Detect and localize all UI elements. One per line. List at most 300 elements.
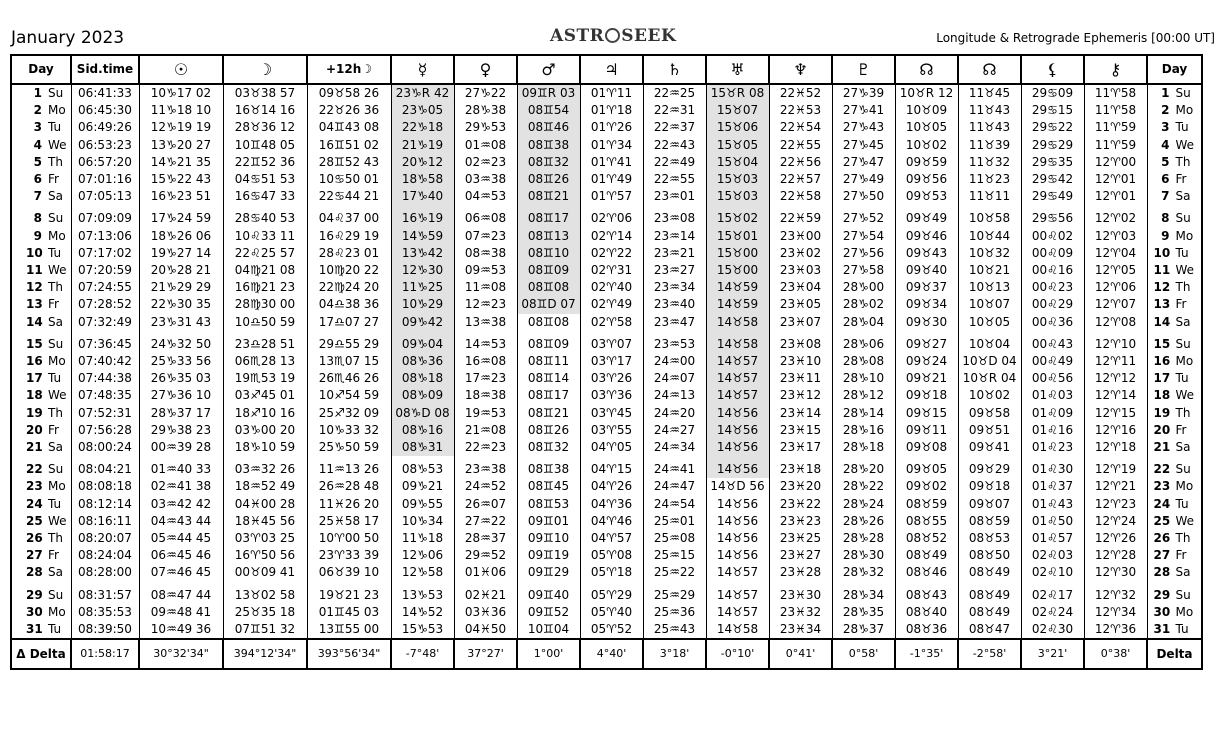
col-mean-node-cell: 09♉21 <box>895 370 958 387</box>
col-sun-header: ☉ <box>139 55 223 84</box>
col-venus-cell: 27♒22 <box>454 513 517 530</box>
col-sidtime-cell: 08:31:57 <box>71 587 139 604</box>
col-neptune-cell: 23♓32 <box>769 604 832 621</box>
col-jupiter-cell: 01♈34 <box>580 137 643 154</box>
col-moon-12h-cell: 04♊43 08 <box>307 119 391 136</box>
col-pluto-cell: 28♑20 <box>832 461 895 478</box>
col-moon-cell: 03♐45 01 <box>223 387 307 404</box>
day-number: 5 <box>1161 154 1170 169</box>
col-true-node-cell: 10♉R 04 <box>958 370 1021 387</box>
col-sun-cell: 27♑36 10 <box>139 387 223 404</box>
col-moon-12h-cell: 25♐32 09 <box>307 405 391 422</box>
col-neptune-cell: 23♓22 <box>769 496 832 513</box>
weekday-label: Su <box>48 587 64 602</box>
col-sun-cell: 04♒43 44 <box>139 513 223 530</box>
col-day-cell <box>11 119 71 136</box>
col-venus-cell: 02♓21 <box>454 587 517 604</box>
col-neptune-cell: 22♓59 <box>769 210 832 227</box>
col-moon-header: ☽ <box>223 55 307 84</box>
col-day-cell <box>11 210 71 227</box>
day-number: 30 <box>26 604 43 619</box>
col-true-node-cell: 09♉41 <box>958 439 1021 456</box>
col-jupiter-cell: 05♈40 <box>580 604 643 621</box>
col-sun-cell: 14♑21 35 <box>139 154 223 171</box>
table-row <box>11 353 1202 370</box>
col-moon-cell: 03♒32 26 <box>223 461 307 478</box>
col-neptune-cell: 23♓08 <box>769 336 832 353</box>
col-neptune-cell: 23♓17 <box>769 439 832 456</box>
col-mercury-cell: 09♑42 <box>391 314 454 331</box>
col-saturn-cell: 22♒25 <box>643 84 706 102</box>
weekday-label: Fr <box>48 172 59 187</box>
col-mercury-cell: 22♑18 <box>391 119 454 136</box>
col-uranus-cell: 14♉56 <box>706 461 769 478</box>
col-chiron-cell: 12♈18 <box>1084 439 1147 456</box>
col-sidtime-cell: 07:01:16 <box>71 171 139 188</box>
col-moon-cell: 04♍21 08 <box>223 262 307 279</box>
col-chiron-cell: 12♈15 <box>1084 405 1147 422</box>
col-sun-cell: 01♒40 33 <box>139 461 223 478</box>
col-moon-cell: 18♒52 49 <box>223 478 307 495</box>
col-moon-12h-cell: 04♎38 36 <box>307 296 391 313</box>
col-uranus-cell: 14♉57 <box>706 353 769 370</box>
col-true-node-cell: 11♉32 <box>958 154 1021 171</box>
table-row <box>11 405 1202 422</box>
col-jupiter-cell: 03♈26 <box>580 370 643 387</box>
col-jupiter-cell: 05♈29 <box>580 587 643 604</box>
col-mars-cell: 08♊32 <box>517 439 580 456</box>
col-mars-cell: 08♊53 <box>517 496 580 513</box>
weekday-label: We <box>1175 513 1195 528</box>
col-sun-cell: 17♑24 59 <box>139 210 223 227</box>
day-number: 15 <box>1153 336 1171 351</box>
weekday-label: Tu <box>48 371 62 386</box>
col-day-cell <box>11 387 71 404</box>
col-lilith-cell: 29♋09 <box>1021 84 1084 102</box>
col-jupiter-cell: 01♈41 <box>580 154 643 171</box>
col-sun-cell: 10♒49 36 <box>139 621 223 639</box>
col-uranus-cell: 14♉57 <box>706 604 769 621</box>
weekday-label: Fr <box>1175 297 1187 312</box>
col-jupiter-cell: 04♈46 <box>580 513 643 530</box>
col-day-right-cell <box>1147 405 1202 422</box>
weekday-label: Mo <box>48 354 66 369</box>
weekday-label: We <box>48 513 67 528</box>
col-saturn-delta: 3°18' <box>643 639 706 669</box>
col-uranus-cell: 14♉56 <box>706 496 769 513</box>
col-day-right-cell <box>1147 478 1202 495</box>
col-neptune-cell: 22♓55 <box>769 137 832 154</box>
day-number: 14 <box>26 314 43 329</box>
col-mean-node-cell: 08♉55 <box>895 513 958 530</box>
day-number: 10 <box>26 245 43 260</box>
col-true-node-cell: 10♉04 <box>958 336 1021 353</box>
table-body <box>11 84 1202 639</box>
col-mercury-cell: 11♑25 <box>391 279 454 296</box>
weekday-label: Th <box>48 280 63 295</box>
col-sidtime-cell: 06:41:33 <box>71 84 139 102</box>
col-jupiter-cell: 04♈15 <box>580 461 643 478</box>
col-sun-cell: 23♑31 43 <box>139 314 223 331</box>
col-chiron-cell: 12♈01 <box>1084 188 1147 205</box>
col-neptune-cell: 23♓34 <box>769 621 832 639</box>
col-mean-node-cell: 08♉59 <box>895 496 958 513</box>
weekday-label: Sa <box>48 314 63 329</box>
col-uranus-cell: 14♉D 56 <box>706 478 769 495</box>
col-jupiter-cell: 03♈36 <box>580 387 643 404</box>
col-pluto-cell: 27♑45 <box>832 137 895 154</box>
col-mercury-cell: 08♑09 <box>391 387 454 404</box>
col-mercury-cell: 08♑31 <box>391 439 454 456</box>
col-sidtime-cell: 08:35:53 <box>71 604 139 621</box>
col-lilith-cell: 01♌23 <box>1021 439 1084 456</box>
col-mars-cell: 08♊38 <box>517 137 580 154</box>
col-venus-header: ♀ <box>454 55 517 84</box>
logo-left-text: ASTR <box>550 26 605 46</box>
col-sidtime-cell: 07:13:06 <box>71 228 139 245</box>
col-saturn-cell: 22♒31 <box>643 102 706 119</box>
col-moon-cell: 00♉09 41 <box>223 564 307 581</box>
col-sun-cell: 10♑17 02 <box>139 84 223 102</box>
col-saturn-cell: 24♒27 <box>643 422 706 439</box>
col-moon-cell: 04♋51 53 <box>223 171 307 188</box>
day-number: 29 <box>1153 587 1171 602</box>
col-neptune-cell: 23♓15 <box>769 422 832 439</box>
col-sidtime-cell: 07:40:42 <box>71 353 139 370</box>
col-day-cell <box>11 461 71 478</box>
col-mean-node-cell: 09♉11 <box>895 422 958 439</box>
col-moon-12h-cell: 09♉58 26 <box>307 84 391 102</box>
col-neptune-cell: 23♓02 <box>769 245 832 262</box>
col-sun-cell: 20♑28 21 <box>139 262 223 279</box>
col-lilith-cell: 29♋42 <box>1021 171 1084 188</box>
col-sun-cell: 19♑27 14 <box>139 245 223 262</box>
col-saturn-cell: 25♒29 <box>643 587 706 604</box>
col-mars-cell: 08♊21 <box>517 188 580 205</box>
col-pluto-cell: 28♑08 <box>832 353 895 370</box>
col-moon-12h-cell: 23♈33 39 <box>307 547 391 564</box>
col-mercury-cell: 13♑53 <box>391 587 454 604</box>
col-moon-12h-cell: 28♌23 01 <box>307 245 391 262</box>
table-row <box>11 478 1202 495</box>
col-uranus-cell: 14♉56 <box>706 439 769 456</box>
col-uranus-cell: 14♉56 <box>706 530 769 547</box>
col-mars-cell: 08♊13 <box>517 228 580 245</box>
col-pluto-cell: 28♑10 <box>832 370 895 387</box>
col-lilith-cell: 00♌56 <box>1021 370 1084 387</box>
col-mean-node-cell: 09♉24 <box>895 353 958 370</box>
col-sun-cell: 00♒39 28 <box>139 439 223 456</box>
col-sidtime-cell: 07:09:09 <box>71 210 139 227</box>
col-venus-cell: 29♒52 <box>454 547 517 564</box>
col-sun-cell: 16♑23 51 <box>139 188 223 205</box>
col-saturn-cell: 22♒55 <box>643 171 706 188</box>
col-mean-node-cell: 08♉46 <box>895 564 958 581</box>
col-saturn-cell: 22♒37 <box>643 119 706 136</box>
col-venus-cell: 09♒53 <box>454 262 517 279</box>
col-pluto-cell: 27♑39 <box>832 84 895 102</box>
col-day-right-cell <box>1147 336 1202 353</box>
table-row <box>11 279 1202 296</box>
col-saturn-cell: 22♒49 <box>643 154 706 171</box>
col-sun-cell: 02♒41 38 <box>139 478 223 495</box>
table-row <box>11 314 1202 331</box>
page-title: January 2023 <box>11 28 125 48</box>
col-chiron-cell: 12♈05 <box>1084 262 1147 279</box>
weekday-label: Sa <box>1175 440 1191 455</box>
col-moon-delta: 394°12'34" <box>223 639 307 669</box>
col-true-node-cell: 11♉43 <box>958 102 1021 119</box>
col-neptune-cell: 22♓54 <box>769 119 832 136</box>
col-chiron-cell: 12♈06 <box>1084 279 1147 296</box>
weekday-label: Tu <box>1175 371 1189 386</box>
col-mars-cell: 08♊11 <box>517 353 580 370</box>
weekday-label: We <box>1175 137 1195 152</box>
col-neptune-cell: 23♓27 <box>769 547 832 564</box>
weekday-label: Su <box>1175 587 1191 602</box>
col-true-node-cell: 11♉23 <box>958 171 1021 188</box>
day-number: 14 <box>1153 314 1171 329</box>
col-chiron-cell: 12♈21 <box>1084 478 1147 495</box>
col-venus-cell: 13♒38 <box>454 314 517 331</box>
col-sidtime-cell: 07:32:49 <box>71 314 139 331</box>
col-uranus-cell: 14♉58 <box>706 621 769 639</box>
col-venus-cell: 24♒52 <box>454 478 517 495</box>
weekday-label: Su <box>1175 211 1191 226</box>
astroseek-logo[interactable] <box>550 26 676 46</box>
col-day-right-cell <box>1147 228 1202 245</box>
col-mars-cell: 08♊21 <box>517 405 580 422</box>
weekday-label: We <box>48 388 67 403</box>
col-mercury-cell: 08♑18 <box>391 370 454 387</box>
weekday-label: Su <box>48 86 64 100</box>
col-pluto-cell: 28♑02 <box>832 296 895 313</box>
col-day-right-cell <box>1147 547 1202 564</box>
col-moon-cell: 03♈03 25 <box>223 530 307 547</box>
col-moon-cell: 10♌33 11 <box>223 228 307 245</box>
col-venus-cell: 01♒08 <box>454 137 517 154</box>
col-mean-node-cell: 09♉08 <box>895 439 958 456</box>
ephemeris-table <box>10 54 1203 670</box>
col-pluto-cell: 28♑28 <box>832 530 895 547</box>
col-uranus-cell: 14♉59 <box>706 296 769 313</box>
col-sun-cell: 12♑19 19 <box>139 119 223 136</box>
col-sidtime-cell: 07:24:55 <box>71 279 139 296</box>
col-chiron-cell: 12♈23 <box>1084 496 1147 513</box>
col-moon-12h-cell: 26♏46 26 <box>307 370 391 387</box>
day-number: 25 <box>1153 513 1171 528</box>
weekday-label: Sa <box>48 565 63 580</box>
col-moon-12h-cell: 10♑33 32 <box>307 422 391 439</box>
table-row <box>11 387 1202 404</box>
col-mercury-cell: 09♑55 <box>391 496 454 513</box>
col-true-node-cell: 10♉21 <box>958 262 1021 279</box>
col-true-node-cell: 08♉49 <box>958 564 1021 581</box>
col-mars-cell: 08♊17 <box>517 387 580 404</box>
day-number: 30 <box>1153 604 1171 619</box>
col-venus-cell: 02♒23 <box>454 154 517 171</box>
col-sidtime-cell: 07:17:02 <box>71 245 139 262</box>
col-mars-cell: 08♊54 <box>517 102 580 119</box>
table-row <box>11 171 1202 188</box>
col-jupiter-cell: 01♈57 <box>580 188 643 205</box>
weekday-label: Fr <box>1175 548 1187 563</box>
col-day-right-cell <box>1147 210 1202 227</box>
col-mercury-header: ☿ <box>391 55 454 84</box>
col-venus-cell: 12♒23 <box>454 296 517 313</box>
col-sidtime-cell: 08:00:24 <box>71 439 139 456</box>
weekday-label: Sa <box>48 189 63 204</box>
weekday-label: Th <box>1175 405 1191 420</box>
table-row <box>11 210 1202 227</box>
col-lilith-cell: 00♌29 <box>1021 296 1084 313</box>
day-number: 29 <box>26 587 43 602</box>
col-mercury-cell: 23♑R 42 <box>391 84 454 102</box>
col-day-cell <box>11 102 71 119</box>
col-day-right-cell <box>1147 439 1202 456</box>
col-moon-12h-cell: 11♒13 26 <box>307 461 391 478</box>
col-true-node-cell: 08♉49 <box>958 587 1021 604</box>
col-mean-node-cell: 08♉52 <box>895 530 958 547</box>
col-jupiter-cell: 02♈06 <box>580 210 643 227</box>
col-pluto-cell: 27♑47 <box>832 154 895 171</box>
col-true-node-cell: 11♉45 <box>958 84 1021 102</box>
col-saturn-cell: 22♒43 <box>643 137 706 154</box>
col-day-right-cell <box>1147 84 1202 102</box>
weekday-label: Fr <box>1175 172 1187 187</box>
day-number: 20 <box>26 422 43 437</box>
col-chiron-cell: 12♈04 <box>1084 245 1147 262</box>
col-jupiter-cell: 05♈18 <box>580 564 643 581</box>
col-chiron-cell: 12♈00 <box>1084 154 1147 171</box>
col-neptune-cell: 22♓57 <box>769 171 832 188</box>
col-jupiter-cell: 02♈31 <box>580 262 643 279</box>
col-mercury-cell: 11♑18 <box>391 530 454 547</box>
col-day-right-cell <box>1147 621 1202 639</box>
col-saturn-cell: 24♒07 <box>643 370 706 387</box>
col-day-cell <box>11 353 71 370</box>
weekday-label: Tu <box>1175 496 1189 511</box>
col-uranus-cell: 14♉59 <box>706 279 769 296</box>
col-sidtime-cell: 08:24:04 <box>71 547 139 564</box>
col-day-cell <box>11 314 71 331</box>
col-neptune-cell: 23♓00 <box>769 228 832 245</box>
col-true-node-cell: 11♉43 <box>958 119 1021 136</box>
col-lilith-cell: 01♌57 <box>1021 530 1084 547</box>
col-jupiter-cell: 03♈17 <box>580 353 643 370</box>
col-day-right-cell <box>1147 353 1202 370</box>
col-mercury-cell: 12♑06 <box>391 547 454 564</box>
col-true-node-cell: 10♉44 <box>958 228 1021 245</box>
col-sidtime-cell: 08:12:14 <box>71 496 139 513</box>
weekday-label: Su <box>1175 462 1191 477</box>
col-moon-cell: 18♑10 59 <box>223 439 307 456</box>
col-mean-node-cell: 09♉59 <box>895 154 958 171</box>
weekday-label: We <box>1175 388 1195 403</box>
col-mars-cell: 09♊19 <box>517 547 580 564</box>
col-neptune-cell: 22♓53 <box>769 102 832 119</box>
col-mean-node-cell: 09♉15 <box>895 405 958 422</box>
col-day-cell <box>11 296 71 313</box>
col-day-cell <box>11 422 71 439</box>
col-saturn-cell: 25♒08 <box>643 530 706 547</box>
col-mercury-cell: 16♑19 <box>391 210 454 227</box>
weekday-label: Mo <box>48 479 66 494</box>
weekday-label: We <box>1175 263 1195 278</box>
col-sun-cell: 29♑38 23 <box>139 422 223 439</box>
day-number: 13 <box>1153 297 1171 312</box>
col-lilith-cell: 02♌10 <box>1021 564 1084 581</box>
weekday-label: Mo <box>48 228 66 243</box>
col-pluto-cell: 28♑34 <box>832 587 895 604</box>
col-pluto-cell: 28♑06 <box>832 336 895 353</box>
col-mercury-cell: 23♑05 <box>391 102 454 119</box>
table-row <box>11 530 1202 547</box>
table-row <box>11 188 1202 205</box>
col-uranus-cell: 14♉56 <box>706 513 769 530</box>
col-uranus-cell: 15♉03 <box>706 171 769 188</box>
col-chiron-cell: 12♈26 <box>1084 530 1147 547</box>
col-moon-12h-cell: 10♐54 59 <box>307 387 391 404</box>
col-saturn-cell: 24♒41 <box>643 461 706 478</box>
col-venus-cell: 27♑22 <box>454 84 517 102</box>
col-mean-node-cell: 09♉05 <box>895 461 958 478</box>
col-day-cell <box>11 513 71 530</box>
col-mars-cell: 08♊26 <box>517 422 580 439</box>
weekday-label: We <box>48 263 67 278</box>
col-pluto-delta: 0°58' <box>832 639 895 669</box>
day-number: 31 <box>26 622 43 637</box>
col-day-right-cell <box>1147 564 1202 581</box>
col-jupiter-delta: 4°40' <box>580 639 643 669</box>
col-pluto-cell: 27♑56 <box>832 245 895 262</box>
col-pluto-cell: 28♑00 <box>832 279 895 296</box>
col-mercury-cell: 10♑29 <box>391 296 454 313</box>
col-pluto-cell: 28♑30 <box>832 547 895 564</box>
col-moon-cell: 07♊51 32 <box>223 621 307 639</box>
day-number: 16 <box>26 354 43 369</box>
col-venus-cell: 03♓36 <box>454 604 517 621</box>
weekday-label: Th <box>48 531 63 546</box>
col-jupiter-header: ♃ <box>580 55 643 84</box>
day-number: 21 <box>1153 440 1171 455</box>
col-day-right-cell <box>1147 296 1202 313</box>
col-moon-cell: 22♌25 57 <box>223 245 307 262</box>
col-mean-node-cell: 08♉40 <box>895 604 958 621</box>
day-number: 13 <box>26 297 43 312</box>
day-number: 18 <box>1153 388 1171 403</box>
col-sun-cell: 18♑26 06 <box>139 228 223 245</box>
col-saturn-cell: 25♒22 <box>643 564 706 581</box>
col-jupiter-cell: 01♈26 <box>580 119 643 136</box>
col-chiron-cell: 12♈12 <box>1084 370 1147 387</box>
weekday-label: Mo <box>1175 228 1194 243</box>
day-number: 1 <box>33 86 42 100</box>
col-sun-cell: 28♑37 17 <box>139 405 223 422</box>
col-true-node-cell: 09♉51 <box>958 422 1021 439</box>
col-day-right-delta: Delta <box>1147 639 1202 669</box>
weekday-label: Mo <box>1175 103 1194 118</box>
col-mean-node-cell: 09♉49 <box>895 210 958 227</box>
col-uranus-cell: 14♉57 <box>706 587 769 604</box>
col-moon-12h-cell: 04♌37 00 <box>307 210 391 227</box>
col-moon-cell: 25♉35 18 <box>223 604 307 621</box>
col-chiron-cell: 12♈03 <box>1084 228 1147 245</box>
col-venus-cell: 16♒08 <box>454 353 517 370</box>
col-moon-12h-cell: 28♊52 43 <box>307 154 391 171</box>
day-number: 3 <box>33 120 42 135</box>
col-lilith-cell: 00♌16 <box>1021 262 1084 279</box>
